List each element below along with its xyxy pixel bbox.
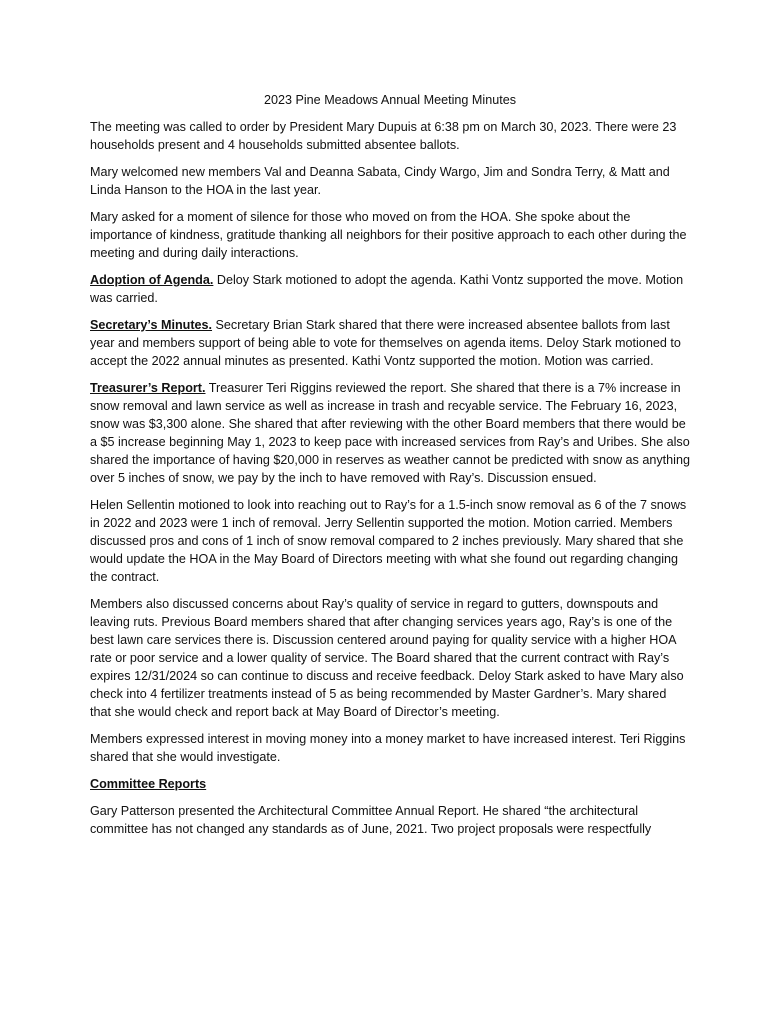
paragraph-snow-removal-motion: Helen Sellentin motioned to look into reaching out to Ray’s for a 1.5-inch snow removal as 6 of the 7 snows in 2022 and 2023 were 1 inch of removal. Jerry Sellentin supported the motion. Motion carried. Members discussed pros and cons of 1 inch of snow removal compared to 2 inches previously. Mary shared that she would update the HOA in the May Board of Directors meeting with what she found out regarding changing the contract. [90,498,687,584]
heading-adoption-of-agenda: Adoption of Agenda. [90,273,214,287]
document-title: 2023 Pine Meadows Annual Meeting Minutes [263,93,517,107]
heading-committee-reports: Committee Reports [90,777,207,791]
paragraph-architectural-committee: Gary Patterson presented the Architectural Committee Annual Report. He shared “the architectural committee has not changed any standards as of June, 2021. Two project proposals were respectfully [90,804,652,836]
heading-secretarys-minutes: Secretary’s Minutes. [90,318,213,332]
text-treasurers-report: Treasurer Teri Riggins reviewed the report. She shared that there is a 7% increase in snow removal and lawn service as well as increase in trash and recyable service. The February 16, 2023, snow was $3,300 alone. She shared that after reviewing with the other Board members that there would be a $5 increase beginning May 1, 2023 to keep pace with increased services from Ray’s and Uribes. She also shared the importance of having $20,000 in reserves as weather cannot be predicted with snow as anything over 5 inches of snow, we pay by the inch to have removed with Ray’s. Discussion ensued. [90,381,690,485]
paragraph-service-quality: Members also discussed concerns about Ray’s quality of service in regard to gutters, downspouts and leaving ruts. Previous Board members shared that after changing services years ago, Ray’s is one of the best lawn care services there is. Discussion centered around paying for quality service with a higher HOA rate or poor service and a lower quality of service. The Board shared that the current contract with Ray’s expires 12/31/2024 so can continue to discuss and receive feedback. Deloy Stark asked to have Mary also check into 4 fertilizer treatments instead of 5 as being recommended by Master Gardner’s. Mary shared that she would check and report back at May Board of Director’s meeting. [90,597,684,719]
paragraph-treasurers-report [90,379,690,487]
paragraph-money-market: Members expressed interest in moving money into a money market to have increased interest. Teri Riggins shared that she would investigate. [90,732,686,764]
document-page [90,91,690,847]
paragraph-new-members: Mary welcomed new members Val and Deanna Sabata, Cindy Wargo, Jim and Sondra Terry, & Matt and Linda Hanson to the HOA in the last year. [90,165,670,197]
text-adoption-of-agenda: Deloy Stark motioned to adopt the agenda. Kathi Vontz supported the move. Motion was carried. [90,273,684,305]
paragraph-adoption-of-agenda [90,271,690,307]
paragraph-moment-of-silence: Mary asked for a moment of silence for those who moved on from the HOA. She spoke about the importance of kindness, gratitude thanking all neighbors for their positive approach to each other during the meeting and during daily interactions. [90,210,687,260]
text-secretarys-minutes: Secretary Brian Stark shared that there were increased absentee ballots from last year and members support of being able to vote for themselves on agenda items. Deloy Stark motioned to accept the 2022 annual minutes as presented. Kathi Vontz supported the motion. Motion was carried. [90,318,681,368]
paragraph-call-to-order: The meeting was called to order by President Mary Dupuis at 6:38 pm on March 30, 2023. There were 23 households present and 4 households submitted absentee ballots. [90,120,677,152]
paragraph-secretarys-minutes [90,316,690,370]
heading-treasurers-report: Treasurer’s Report. [90,381,206,395]
